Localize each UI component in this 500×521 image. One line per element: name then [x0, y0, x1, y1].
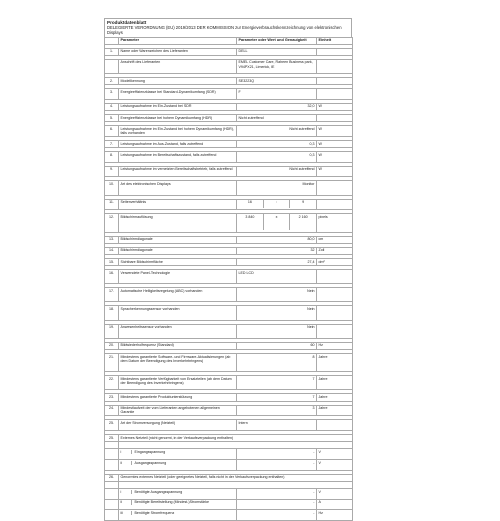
row-parameter — [119, 481, 353, 488]
row-parameter: Mindestens garantierte Produktunterstützung — [119, 394, 237, 401]
row-value — [237, 214, 317, 232]
table-row — [105, 258, 353, 265]
row-value: 8 — [237, 354, 317, 372]
table-row — [105, 115, 353, 122]
row-parameter — [119, 442, 353, 449]
row-number: 24. — [105, 405, 119, 416]
table-row — [105, 181, 353, 195]
row-parameter: Sichtbare Bildschirmfläche — [119, 258, 237, 265]
row-parameter: Leistungsaufnahme im Bereitschaftszustand, falls zutreffend — [119, 152, 237, 163]
row-parameter: Mindestens garantierte Software- und Firmware-Aktualisierungen (ab dem Datum der Beendigung des Inverkehrbringens) — [119, 354, 237, 372]
table-body — [105, 44, 353, 521]
row-parameter: Leistungsaufnahme im Ein-Zustand bei SDR — [119, 103, 237, 110]
row-number: 10. — [105, 181, 119, 195]
table-row — [105, 288, 353, 302]
subrow-parameter — [119, 460, 237, 471]
row-value: 7 — [237, 376, 317, 390]
row-number: 23. — [105, 394, 119, 401]
table-row — [105, 247, 353, 254]
row-value: 3 — [237, 405, 317, 416]
table-row — [105, 126, 353, 137]
row-parameter: Seitenverhältnis — [119, 199, 237, 210]
row-parameter: Bildwiederholfrequenz (Standard) — [119, 342, 237, 349]
row-unit — [317, 77, 353, 84]
table-row — [105, 59, 353, 73]
subrow-unit: A — [317, 499, 353, 510]
table-subrow — [105, 510, 353, 521]
row-value-part: 2 160 — [298, 214, 308, 219]
table-header-row — [105, 37, 353, 44]
subrow-value: - — [237, 460, 317, 471]
row-value-part: x — [263, 214, 289, 229]
subrow-label: Benötigte Bereitstellung (Mindest-)Stromstärke — [134, 500, 210, 505]
row-value: Nicht zutreffend — [237, 166, 317, 177]
row-value: Monitor — [237, 181, 317, 195]
table-row — [105, 324, 353, 338]
row-value-part: 16 — [237, 200, 263, 208]
row-value: 60 — [237, 342, 317, 349]
table-row — [105, 199, 353, 210]
row-value: Nicht zutreffend — [237, 126, 317, 137]
row-parameter: Modellkennung — [119, 77, 237, 84]
table-row — [105, 236, 353, 243]
table-row — [105, 89, 353, 100]
row-parameter: Mindestens garantierte Verfügbarkeit von Ersatzteilen (ab dem Datum der Beendigung des Inverkehrbringens) — [119, 376, 237, 390]
row-value: 80,0 — [237, 236, 317, 243]
row-unit: Jahre — [317, 405, 353, 416]
row-value: DELL — [237, 48, 317, 55]
subrow-label: Eingangsspannung — [134, 449, 166, 454]
row-unit — [317, 181, 353, 195]
row-number: 25. — [105, 434, 119, 441]
row-value: 0,3 — [237, 152, 317, 163]
row-number — [105, 489, 119, 500]
row-unit: cm — [317, 236, 353, 243]
table-row — [105, 77, 353, 84]
row-parameter: Leistungsaufnahme im Ein-Zustand bei hohem Dynamikumfang (HDR), falls vorhanden — [119, 126, 237, 137]
row-parameter: Art der Stromversorgung (Netzteil) — [119, 420, 237, 431]
row-parameter: Genormtes externes Netzteil (oder geeignetes Netzteil, falls nicht in der Verkaufsverpackung enthalten) — [119, 474, 353, 481]
row-number: 8. — [105, 152, 119, 163]
row-number: 19. — [105, 324, 119, 338]
row-number: 2. — [105, 77, 119, 84]
row-number: 7. — [105, 140, 119, 147]
subrow-value: - — [237, 489, 317, 500]
row-number: 20. — [105, 342, 119, 349]
row-unit — [317, 59, 353, 73]
table-row — [105, 214, 353, 232]
row-value-part: 9 — [302, 200, 305, 205]
row-value: Nein — [237, 324, 317, 338]
row-unit — [317, 48, 353, 55]
row-parameter: Mindestlaufzeit der vom Lieferanten angebotenen allgemeinen Garantie — [119, 405, 237, 416]
row-value — [237, 199, 317, 210]
table-subrow — [105, 489, 353, 500]
subrow-value: - — [237, 510, 317, 521]
row-parameter: Automatische Helligkeitsregelung (ABC) vorhanden — [119, 288, 237, 302]
row-value: 32,0 — [237, 103, 317, 110]
row-number: 25. — [105, 420, 119, 431]
table-row — [105, 103, 353, 110]
row-number: 21. — [105, 354, 119, 372]
table-row-blank — [105, 442, 353, 449]
row-number: 22. — [105, 376, 119, 390]
row-number: 18. — [105, 306, 119, 320]
row-value: Nein — [237, 288, 317, 302]
row-unit: W — [317, 103, 353, 110]
table-row — [105, 376, 353, 390]
row-parameter: Leistungsaufnahme im Aus-Zustand, falls zutreffend — [119, 140, 237, 147]
subrow-index: i — [121, 450, 132, 454]
subrow-label: Benötigte Stromfrequenz — [134, 511, 175, 516]
subrow-parameter — [119, 449, 237, 460]
table-row — [105, 152, 353, 163]
row-unit: Zoll — [317, 247, 353, 254]
subrow-label: Benötigte Ausgangsspannung — [134, 489, 183, 494]
row-unit: W — [317, 152, 353, 163]
subrow-label: Ausgangsspannung — [134, 460, 167, 465]
row-unit: W — [317, 166, 353, 177]
sheet-title: Produktdatenblatt — [107, 20, 147, 25]
col-header-unit: Einheit — [317, 37, 353, 44]
row-value: 0,3 — [237, 140, 317, 147]
row-unit — [317, 420, 353, 431]
row-parameter: Anschrift des Lieferanten — [119, 59, 237, 73]
row-unit — [317, 324, 353, 338]
row-unit: Jahre — [317, 354, 353, 372]
subrow-unit: V — [317, 489, 353, 500]
row-unit — [317, 306, 353, 320]
row-unit — [317, 115, 353, 122]
row-parameter: Bildschirmdiagonale — [119, 247, 237, 254]
row-parameter: Spracherkennungssensor vorhanden — [119, 306, 237, 320]
row-parameter: Name oder Warenzeichen des Lieferanten — [119, 48, 237, 55]
table-row — [105, 48, 353, 55]
row-number: 12. — [105, 214, 119, 232]
row-number: 11. — [105, 199, 119, 210]
row-number: 5. — [105, 115, 119, 122]
table-row — [105, 474, 353, 481]
row-value: EMEL Customer Care, Raheen Business park, V94PX21, Limerick, IE — [237, 59, 317, 73]
row-number — [105, 449, 119, 460]
subrow-parameter — [119, 489, 237, 500]
col-header-number — [105, 37, 119, 44]
row-parameter: Anwesenheitssensor vorhanden — [119, 324, 237, 338]
row-value: LED LCD — [237, 270, 317, 284]
row-value: 7 — [237, 394, 317, 401]
table-row — [105, 166, 353, 177]
row-value: SE3223Q — [237, 77, 317, 84]
row-unit: Jahre — [317, 376, 353, 390]
subrow-index: ii — [121, 461, 132, 465]
row-value: 32 — [237, 247, 317, 254]
subrow-value: - — [237, 449, 317, 460]
row-value: Nein — [237, 306, 317, 320]
row-number: 16. — [105, 270, 119, 284]
row-unit: W — [317, 140, 353, 147]
subrow-index: i — [121, 490, 132, 494]
row-unit: Jahre — [317, 394, 353, 401]
row-number: 26. — [105, 474, 119, 481]
subrow-unit: V — [317, 460, 353, 471]
table-row — [105, 394, 353, 401]
subrow-value: - — [237, 499, 317, 510]
row-parameter: Bildschirmauflösung — [119, 214, 237, 232]
row-value: Intern — [237, 420, 317, 431]
table-row — [105, 306, 353, 320]
row-unit: Hz — [317, 342, 353, 349]
row-parameter: Energieeffizienzklasse bei hohem Dynamikumfang (HDR) — [119, 115, 237, 122]
row-parameter: Bildschirmdiagonale — [119, 236, 237, 243]
table-row — [105, 405, 353, 416]
row-number: 9. — [105, 166, 119, 177]
row-unit: dm² — [317, 258, 353, 265]
row-unit: pixels — [317, 214, 353, 232]
table-row-blank — [105, 481, 353, 488]
row-number: 17. — [105, 288, 119, 302]
row-number: 13. — [105, 236, 119, 243]
row-unit — [317, 89, 353, 100]
row-number — [105, 499, 119, 510]
row-number — [105, 481, 119, 488]
row-number: 14. — [105, 247, 119, 254]
row-value: Nicht zutreffend — [237, 115, 317, 122]
row-number — [105, 460, 119, 471]
row-number — [105, 59, 119, 73]
col-header-parameter: Parameter — [119, 37, 237, 44]
table-row — [105, 420, 353, 431]
row-unit — [317, 288, 353, 302]
row-number: 1. — [105, 48, 119, 55]
table-subrow — [105, 449, 353, 460]
row-number: 3. — [105, 89, 119, 100]
row-number — [105, 442, 119, 449]
col-header-value: Parameter oder Wert und Genauigkeit — [237, 37, 317, 44]
table-subrow — [105, 460, 353, 471]
sheet-subtitle: DELEGIERTE VERORDNUNG (EU) 2019/2013 DER KOMMISSION zur Energieverbrauchskennzeichnung von elektronischen Displays — [107, 25, 342, 36]
row-unit — [317, 199, 353, 210]
table-row — [105, 354, 353, 372]
subrow-parameter — [119, 499, 237, 510]
table-row — [105, 140, 353, 147]
row-number: 15. — [105, 258, 119, 265]
sheet-header — [104, 18, 352, 37]
row-value-part: : — [263, 200, 289, 208]
data-table — [104, 37, 353, 521]
row-value: 27,4 — [237, 258, 317, 265]
subrow-index: ii — [121, 500, 132, 504]
row-parameter: Verwendete Panel-Technologie — [119, 270, 237, 284]
row-unit — [317, 270, 353, 284]
row-number: 6. — [105, 126, 119, 137]
row-parameter: Externes Netzteil (nicht genormt, in der Verkaufsverpackung enthalten) — [119, 434, 353, 441]
row-parameter: Energieeffizienzklasse bei Standard-Dynamikumfang (SDR) — [119, 89, 237, 100]
subrow-unit: Hz — [317, 510, 353, 521]
subrow-parameter — [119, 510, 237, 521]
table-row — [105, 270, 353, 284]
subrow-unit: V — [317, 449, 353, 460]
product-data-sheet — [104, 18, 352, 521]
row-unit: W — [317, 126, 353, 137]
row-parameter: Leistungsaufnahme im vernetzten Bereitschaftsbetrieb, falls zutreffend — [119, 166, 237, 177]
row-number: 4. — [105, 103, 119, 110]
row-parameter: Art des elektronischen Displays — [119, 181, 237, 195]
row-value: F — [237, 89, 317, 100]
table-subrow — [105, 499, 353, 510]
table-row — [105, 434, 353, 441]
subrow-index: iii — [121, 511, 132, 515]
table-row — [105, 342, 353, 349]
row-value-part: 3 840 — [237, 214, 263, 229]
row-number — [105, 510, 119, 521]
